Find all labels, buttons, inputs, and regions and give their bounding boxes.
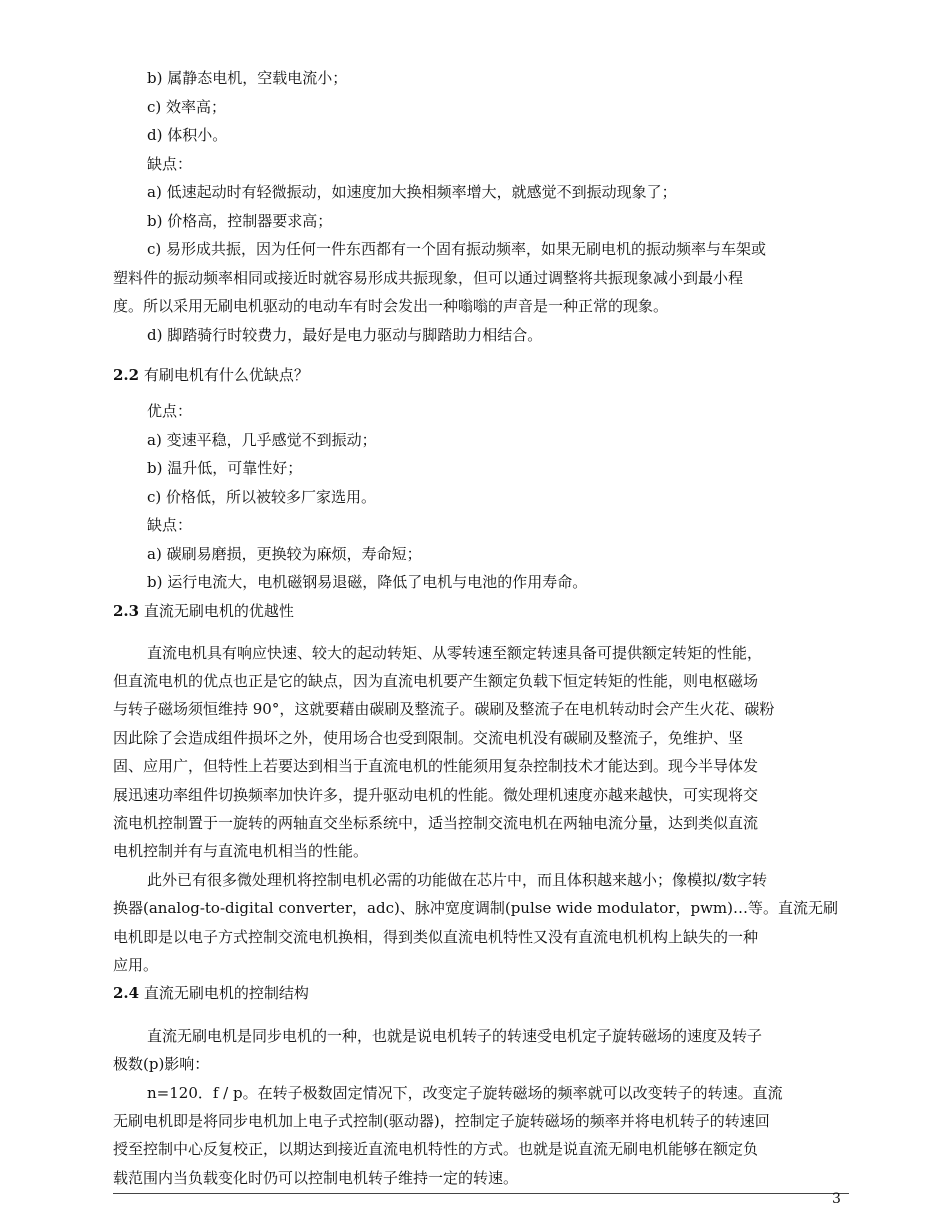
footer-rule xyxy=(113,1193,849,1194)
paragraph-line: 流电机控制置于一旋转的两轴直交坐标系统中，适当控制交流电机在两轴电流分量，达到类似直流 xyxy=(113,814,759,832)
section-heading-2-2 xyxy=(113,365,309,385)
paragraph-line: 展迅速功率组件切换频率加快许多，提升驱动电机的性能。微处理机速度亦越来越快，可实现将交 xyxy=(113,786,759,804)
section-title: 直流无刷电机的控制结构 xyxy=(139,984,309,1002)
disadvantage-item-a: a) 低速起动时有轻微振动，如速度加大换相频率增大，就感觉不到振动现象了； xyxy=(147,183,677,201)
section-heading-2-4 xyxy=(113,983,309,1003)
paragraph-line: 因此除了会造成组件损坏之外，使用场合也受到限制。交流电机没有碳刷及整流子，免维护、坚 xyxy=(113,729,744,747)
section-heading-2-3 xyxy=(113,601,294,621)
advantage-item-a: a) 变速平稳，几乎感觉不到振动； xyxy=(147,431,377,449)
disadvantages-label: 缺点： xyxy=(147,516,193,534)
disadvantage-item-a: a) 碳刷易磨损，更换较为麻烦，寿命短； xyxy=(147,545,422,563)
advantages-label: 优点： xyxy=(147,402,193,420)
paragraph-line: 应用。 xyxy=(113,956,159,974)
paragraph-line: 载范围内当负载变化时仍可以控制电机转子维持一定的转速。 xyxy=(113,1169,519,1187)
disadvantage-item-c-line-3: 度。所以采用无刷电机驱动的电动车有时会发出一种嗡嗡的声音是一种正常的现象。 xyxy=(113,297,669,315)
paragraph-line: 极数(p)影响： xyxy=(113,1055,210,1073)
advantage-item-c: c) 效率高； xyxy=(147,98,227,116)
advantage-item-d: d) 体积小。 xyxy=(147,126,228,144)
advantage-item-b: b) 属静态电机，空载电流小； xyxy=(147,69,348,87)
paragraph-line: 直流无刷电机是同步电机的一种，也就是说电机转子的转速受电机定子旋转磁场的速度及转子 xyxy=(147,1027,763,1045)
paragraph-line: 此外已有很多微处理机将控制电机必需的功能做在芯片中，而且体积越来越小；像模拟/数字转 xyxy=(147,871,768,889)
page-number: 3 xyxy=(832,1191,841,1207)
paragraph-line: 但直流电机的优点也正是它的缺点，因为直流电机要产生额定负载下恒定转矩的性能，则电枢磁场 xyxy=(113,672,759,690)
paragraph-line: 与转子磁场须恒维持 90°，这就要藉由碳刷及整流子。碳刷及整流子在电机转动时会产生火花、碳粉 xyxy=(113,700,775,718)
paragraph-line: 换器(analog-to-digital converter，adc)、脉冲宽度调制(pulse wide modulator，pwm)…等。直流无刷 xyxy=(113,899,838,917)
section-title: 直流无刷电机的优越性 xyxy=(139,602,294,620)
paragraph-line: 无刷电机即是将同步电机加上电子式控制(驱动器)，控制定子旋转磁场的频率并将电机转子的转速回 xyxy=(113,1112,770,1130)
paragraph-line: 电机即是以电子方式控制交流电机换相，得到类似直流电机特性又没有直流电机机构上缺失的一种 xyxy=(113,928,759,946)
paragraph-line: 电机控制并有与直流电机相当的性能。 xyxy=(113,842,369,860)
advantage-item-b: b) 温升低，可靠性好； xyxy=(147,459,303,477)
disadvantages-label: 缺点： xyxy=(147,155,193,173)
section-number: 2.4 xyxy=(113,984,140,1002)
advantage-item-c: c) 价格低，所以被较多厂家选用。 xyxy=(147,488,377,506)
disadvantage-item-d: d) 脚踏骑行时较费力，最好是电力驱动与脚踏助力相结合。 xyxy=(147,326,543,344)
disadvantage-item-b: b) 价格高，控制器要求高； xyxy=(147,212,333,230)
section-number: 2.3 xyxy=(113,602,140,620)
paragraph-line: n=120．f / p。在转子极数固定情况下，改变定子旋转磁场的频率就可以改变转子的转速。直流 xyxy=(147,1084,783,1102)
disadvantage-item-b: b) 运行电流大，电机磁钢易退磁，降低了电机与电池的作用寿命。 xyxy=(147,573,588,591)
paragraph-line: 直流电机具有响应快速、较大的起动转矩、从零转速至额定转速具备可提供额定转矩的性能， xyxy=(147,644,763,662)
section-number: 2.2 xyxy=(113,366,140,384)
disadvantage-item-c-line-1: c) 易形成共振，因为任何一件东西都有一个固有振动频率，如果无刷电机的振动频率与车架或 xyxy=(147,240,767,258)
section-title: 有刷电机有什么优缺点？ xyxy=(139,366,309,384)
disadvantage-item-c-line-2: 塑料件的振动频率相同或接近时就容易形成共振现象，但可以通过调整将共振现象减小到最小程 xyxy=(113,269,744,287)
paragraph-line: 固、应用广，但特性上若要达到相当于直流电机的性能须用复杂控制技术才能达到。现今半导体发 xyxy=(113,757,759,775)
paragraph-line: 授至控制中心反复校正，以期达到接近直流电机特性的方式。也就是说直流无刷电机能够在额定负 xyxy=(113,1140,759,1158)
